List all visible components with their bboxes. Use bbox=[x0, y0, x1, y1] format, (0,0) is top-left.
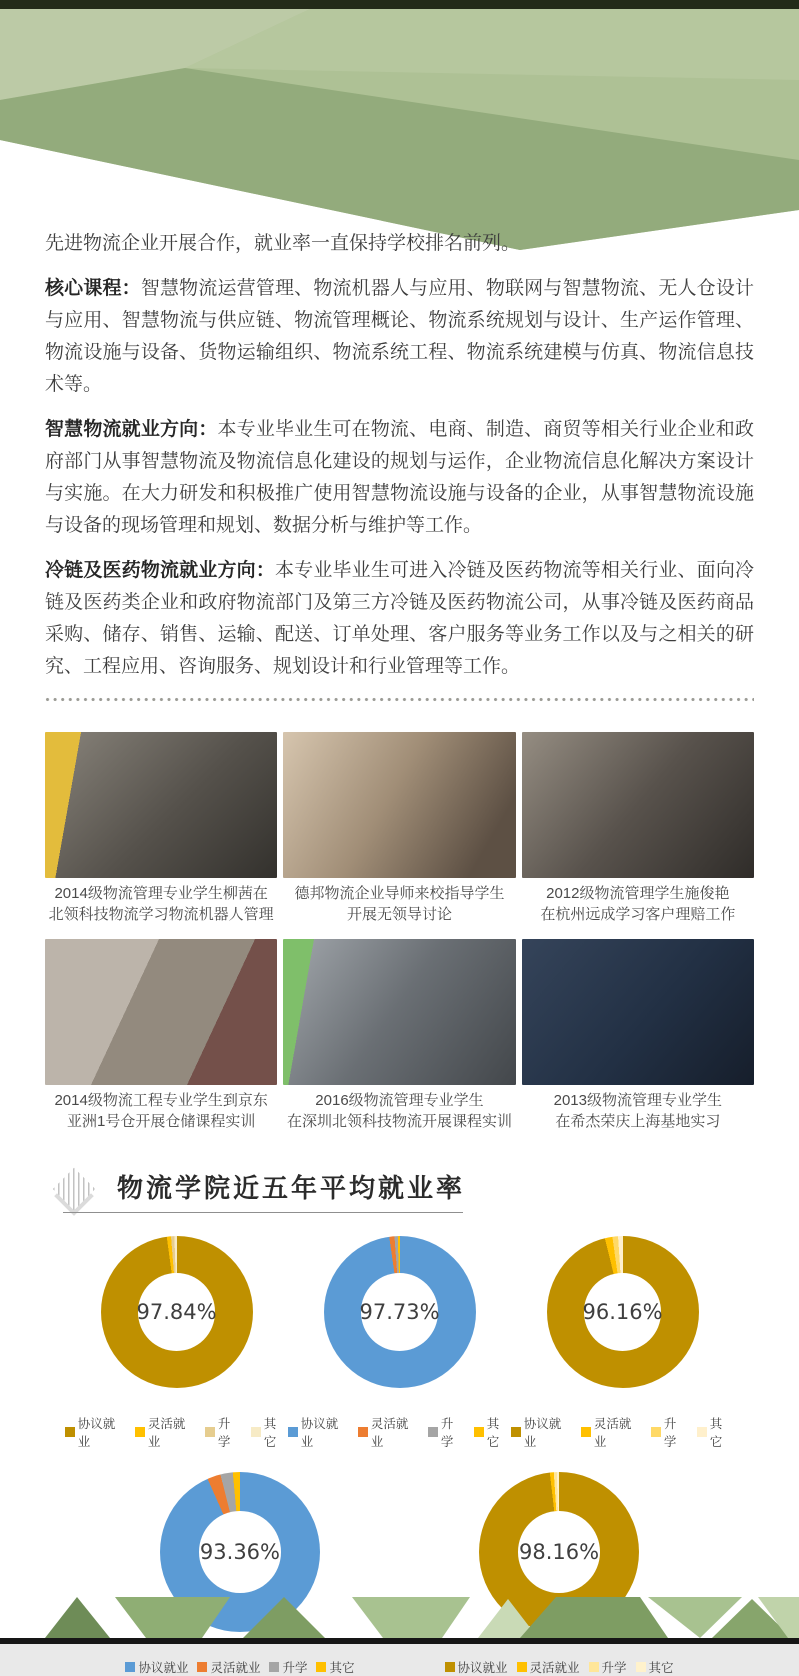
caption-line: 在杭州远成学习客户理赔工作 bbox=[540, 906, 736, 923]
caption-line: 亚洲1号仓开展仓储课程实训 bbox=[66, 1113, 256, 1130]
legend-swatch bbox=[636, 1662, 646, 1672]
legend-item bbox=[197, 1658, 260, 1676]
caption-line: 2014级物流工程专业学生到京东 bbox=[54, 1092, 268, 1109]
legend-label: 灵活就业 bbox=[529, 1661, 580, 1675]
legend-swatch bbox=[697, 1427, 707, 1437]
legend-swatch bbox=[428, 1427, 438, 1437]
legend-label: 协议就业 bbox=[138, 1661, 189, 1675]
legend-label: 协议就业 bbox=[457, 1661, 508, 1675]
paragraph-body: 本专业毕业生可在物流、电商、制造、商贸等相关行业企业和政府部门从事智慧物流及物流信息化建设的规划与运作，企业物流信息化解决方案设计与实施。在大力研发和积极推广使用智慧物流设施与设备的企业，从事智慧物流设施与设备的现场管理和规划、数据分析与维护等工作。 bbox=[45, 419, 754, 536]
caption-line: 2014级物流管理专业学生柳茜在 bbox=[54, 885, 268, 902]
chart-legend bbox=[65, 1414, 288, 1450]
dotted-divider bbox=[45, 697, 754, 702]
employment-rate-value: 96.16% bbox=[582, 1300, 663, 1324]
legend-swatch bbox=[589, 1662, 599, 1672]
legend-item bbox=[205, 1414, 242, 1450]
legend-swatch bbox=[125, 1662, 135, 1672]
caption-line: 2013级物流管理专业学生 bbox=[553, 1092, 722, 1109]
photo-caption bbox=[522, 1090, 754, 1132]
donut-chart bbox=[547, 1236, 699, 1388]
intro-paragraph bbox=[45, 228, 754, 260]
paragraph-lead: 冷链及医药物流就业方向： bbox=[45, 560, 275, 581]
donut-chart-block bbox=[65, 1236, 288, 1450]
legend-swatch bbox=[65, 1427, 75, 1437]
photo-cell bbox=[283, 939, 515, 1142]
legend-swatch bbox=[251, 1427, 261, 1437]
photo-jd-warehouse-course bbox=[45, 939, 277, 1085]
photo-cell bbox=[45, 939, 277, 1142]
photo-caption bbox=[45, 1090, 277, 1132]
paragraph-body: 本专业毕业生可进入冷链及医药物流等相关行业、面向冷链及医药类企业和政府物流部门及第三方冷链及医药物流公司，从事冷链及医药商品采购、储存、销售、运输、配送、订单处理、客户服务等业务工作以及与之相关的研究、工程应用、咨询服务、规划设计和行业管理等工作。 bbox=[45, 560, 754, 677]
donut-hole bbox=[361, 1273, 439, 1351]
photo-caption bbox=[522, 883, 754, 925]
legend-swatch bbox=[205, 1427, 215, 1437]
caption-line: 开展无领导讨论 bbox=[346, 906, 452, 923]
donut-chart-block bbox=[288, 1236, 511, 1450]
section-title: 物流学院近五年平均就业率 bbox=[117, 1173, 466, 1203]
legend-swatch bbox=[511, 1427, 521, 1437]
legend-label: 其它 bbox=[648, 1661, 674, 1675]
legend-swatch bbox=[445, 1662, 455, 1672]
legend-item bbox=[316, 1658, 354, 1676]
footer-triangles-graphic bbox=[0, 1592, 799, 1644]
core-courses-paragraph bbox=[45, 273, 754, 401]
chart-legend bbox=[445, 1658, 674, 1676]
smart-logistics-careers-paragraph bbox=[45, 414, 754, 542]
employment-section-header bbox=[45, 1166, 754, 1222]
legend-label: 其它 bbox=[709, 1417, 723, 1449]
legend-item bbox=[288, 1414, 349, 1450]
legend-swatch bbox=[197, 1662, 207, 1672]
legend-item bbox=[428, 1414, 465, 1450]
donut-hole bbox=[518, 1511, 600, 1593]
legend-label: 升学 bbox=[663, 1417, 677, 1449]
legend-item bbox=[65, 1414, 126, 1450]
legend-swatch bbox=[474, 1427, 484, 1437]
legend-item bbox=[474, 1414, 511, 1450]
paragraph-lead: 核心课程： bbox=[45, 278, 141, 299]
legend-label: 协议就业 bbox=[77, 1417, 116, 1449]
footer-decoration bbox=[0, 1592, 799, 1644]
legend-label: 其它 bbox=[486, 1417, 500, 1449]
legend-label: 灵活就业 bbox=[147, 1417, 186, 1449]
legend-item bbox=[251, 1414, 288, 1450]
legend-item bbox=[445, 1658, 508, 1676]
chart-legend bbox=[288, 1414, 511, 1450]
photo-mentor-discussion bbox=[283, 732, 515, 878]
legend-swatch bbox=[581, 1427, 591, 1437]
legend-label: 升学 bbox=[601, 1661, 627, 1675]
photo-caption bbox=[45, 883, 277, 925]
legend-label: 灵活就业 bbox=[210, 1661, 261, 1675]
paragraph-body: 先进物流企业开展合作，就业率一直保持学校排名前列。 bbox=[45, 233, 521, 254]
charts-row-2 bbox=[45, 1472, 754, 1676]
donut-hole bbox=[199, 1511, 281, 1593]
employment-rate-value: 93.36% bbox=[199, 1540, 280, 1564]
caption-line: 在希杰荣庆上海基地实习 bbox=[555, 1113, 721, 1130]
main-content bbox=[0, 228, 799, 1676]
donut-chart bbox=[101, 1236, 253, 1388]
photo-cell bbox=[45, 732, 277, 935]
employment-rate-value: 97.73% bbox=[359, 1300, 440, 1324]
legend-item bbox=[636, 1658, 674, 1676]
photo-shenzhen-course-training bbox=[283, 939, 515, 1085]
diamond-icon bbox=[53, 1168, 95, 1210]
caption-line: 北领科技物流学习物流机器人管理 bbox=[48, 906, 274, 923]
legend-swatch bbox=[288, 1427, 298, 1437]
legend-label: 协议就业 bbox=[523, 1417, 562, 1449]
legend-item bbox=[697, 1414, 734, 1450]
photo-grid bbox=[45, 732, 754, 1142]
legend-item bbox=[651, 1414, 688, 1450]
caption-line: 德邦物流企业导师来校指导学生 bbox=[294, 885, 505, 902]
section-underline bbox=[63, 1212, 463, 1213]
legend-swatch bbox=[269, 1662, 279, 1672]
legend-label: 其它 bbox=[263, 1417, 277, 1449]
donut-hole bbox=[138, 1273, 216, 1351]
legend-item bbox=[125, 1658, 188, 1676]
photo-cell bbox=[283, 732, 515, 935]
header-decoration bbox=[0, 0, 799, 250]
photo-warehouse-robot-training bbox=[45, 732, 277, 878]
legend-label: 升学 bbox=[282, 1661, 308, 1675]
legend-label: 其它 bbox=[329, 1661, 355, 1675]
legend-label: 升学 bbox=[440, 1417, 454, 1449]
legend-swatch bbox=[517, 1662, 527, 1672]
legend-label: 协议就业 bbox=[300, 1417, 339, 1449]
legend-item bbox=[589, 1658, 627, 1676]
paragraph-lead: 智慧物流就业方向： bbox=[45, 419, 218, 440]
legend-item bbox=[269, 1658, 307, 1676]
photo-control-room-internship bbox=[522, 939, 754, 1085]
caption-line: 2016级物流管理专业学生 bbox=[315, 1092, 484, 1109]
legend-label: 灵活就业 bbox=[593, 1417, 632, 1449]
donut-chart-block bbox=[511, 1236, 734, 1450]
donut-chart-block bbox=[125, 1472, 354, 1676]
employment-rate-value: 97.84% bbox=[136, 1300, 217, 1324]
legend-item bbox=[358, 1414, 419, 1450]
photo-caption bbox=[283, 883, 515, 925]
legend-item bbox=[517, 1658, 580, 1676]
legend-label: 灵活就业 bbox=[370, 1417, 409, 1449]
photo-office-internship bbox=[522, 732, 754, 878]
legend-swatch bbox=[358, 1427, 368, 1437]
photo-cell bbox=[522, 732, 754, 935]
paragraph-body: 智慧物流运营管理、物流机器人与应用、物联网与智慧物流、无人仓设计与应用、智慧物流与供应链、物流管理概论、物流系统规划与设计、生产运作管理、物流设施与设备、货物运输组织、物流系统工程、物流系统建模与仿真、物流信息技术等。 bbox=[45, 278, 754, 395]
caption-line: 在深圳北领科技物流开展课程实训 bbox=[286, 1113, 512, 1130]
employment-rate-value: 98.16% bbox=[518, 1540, 600, 1564]
legend-swatch bbox=[135, 1427, 145, 1437]
cold-chain-careers-paragraph bbox=[45, 555, 754, 683]
chart-legend bbox=[511, 1414, 734, 1450]
header-polygons-graphic bbox=[0, 0, 799, 250]
chart-legend bbox=[125, 1658, 354, 1676]
legend-item bbox=[135, 1414, 196, 1450]
legend-item bbox=[581, 1414, 642, 1450]
legend-item bbox=[511, 1414, 572, 1450]
caption-line: 2012级物流管理学生施俊艳 bbox=[546, 885, 730, 902]
legend-swatch bbox=[316, 1662, 326, 1672]
donut-chart bbox=[324, 1236, 476, 1388]
donut-chart-block bbox=[445, 1472, 674, 1676]
photo-caption bbox=[283, 1090, 515, 1132]
donut-hole bbox=[584, 1273, 662, 1351]
charts-row-1 bbox=[45, 1236, 754, 1450]
photo-cell bbox=[522, 939, 754, 1142]
legend-swatch bbox=[651, 1427, 661, 1437]
legend-label: 升学 bbox=[217, 1417, 231, 1449]
